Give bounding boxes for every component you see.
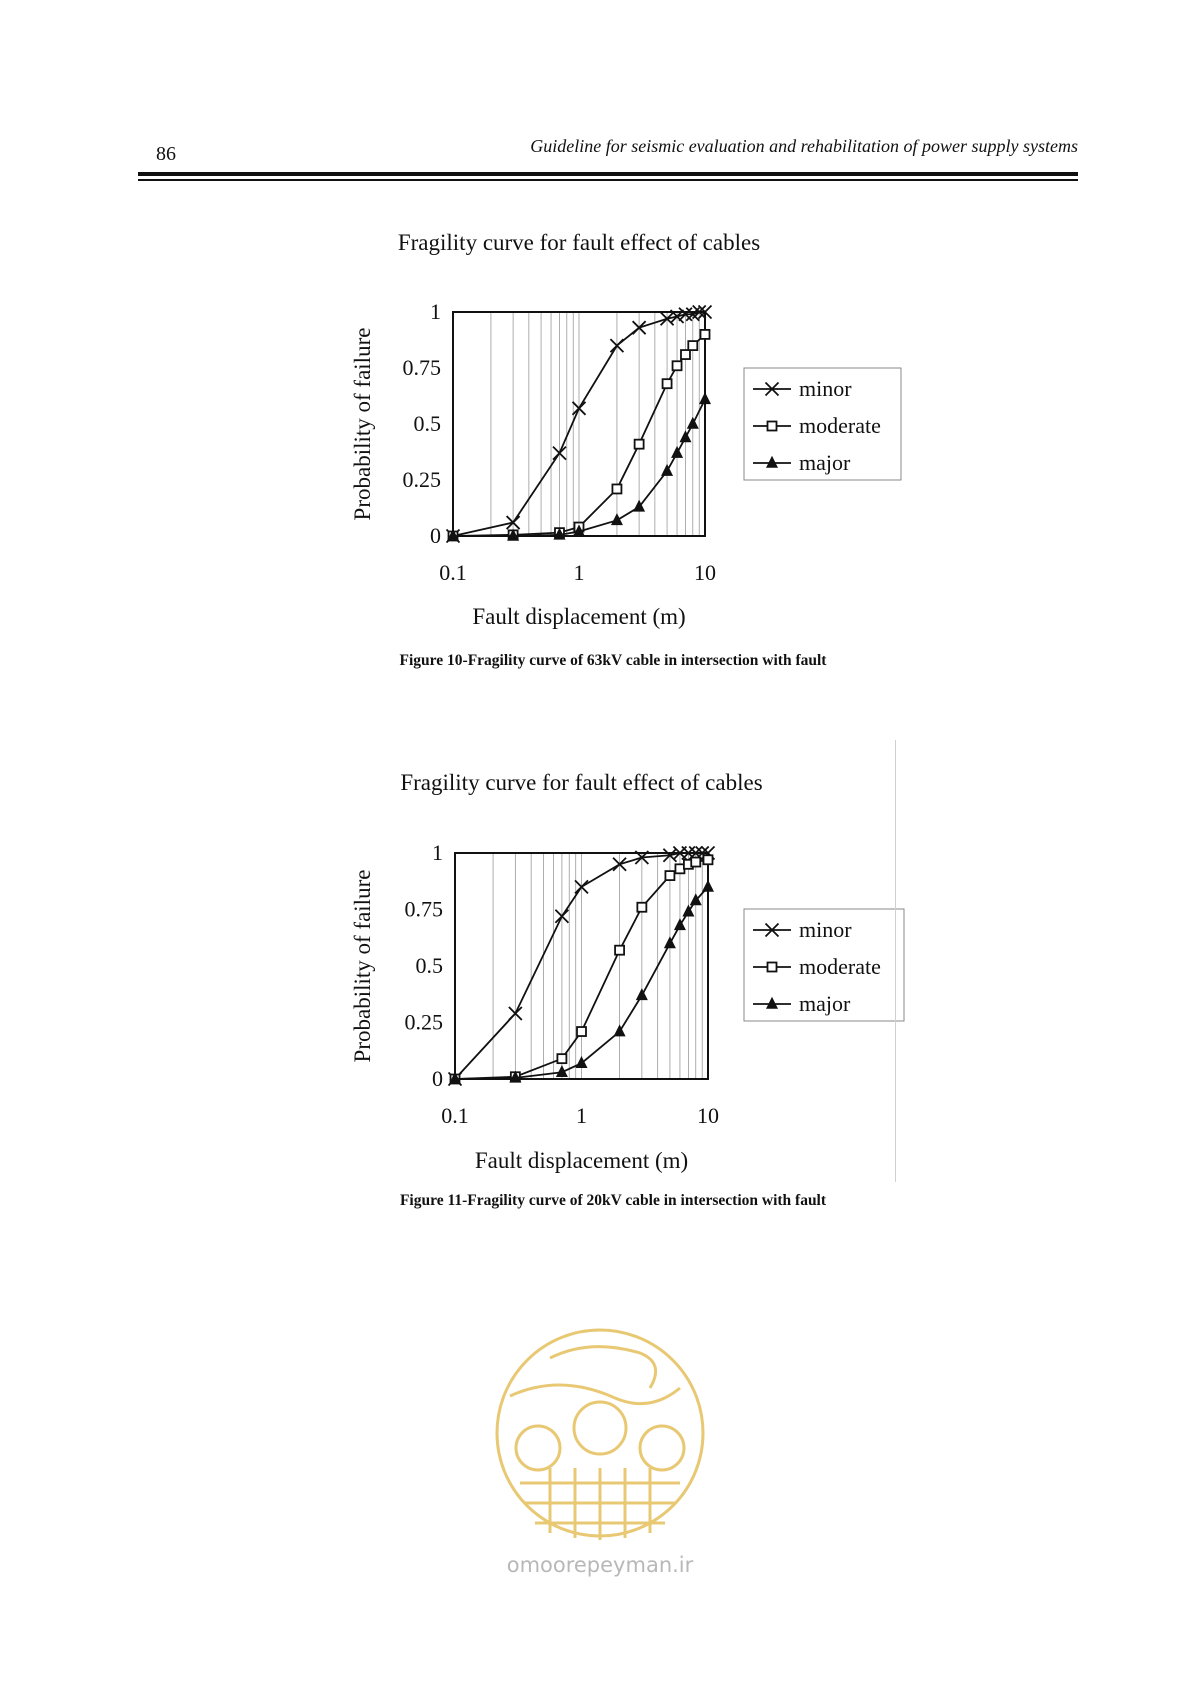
- y-tick-label: 0.75: [404, 896, 443, 922]
- y-tick-label: 0: [432, 1066, 443, 1091]
- data-point-moderate: [681, 350, 690, 359]
- legend-label-moderate: moderate: [799, 954, 881, 979]
- data-point-moderate: [688, 341, 697, 350]
- data-point-major: [687, 417, 699, 429]
- legend-label-moderate: moderate: [799, 413, 881, 438]
- y-axis-label: Probability of failure: [350, 327, 375, 521]
- chart-gridlines: [491, 312, 699, 536]
- legend-marker-moderate: [768, 422, 777, 431]
- y-tick-label: 0.5: [413, 411, 441, 436]
- header-rule-thick: [138, 172, 1078, 176]
- legend-label-major: major: [799, 991, 851, 1016]
- y-tick-label: 0.25: [402, 467, 441, 492]
- data-point-major: [671, 446, 683, 458]
- data-point-major: [661, 464, 673, 476]
- page-number: 86: [156, 143, 176, 165]
- y-tick-label: 1: [430, 299, 441, 324]
- y-tick-label: 0.25: [404, 1009, 443, 1035]
- y-tick-label: 0: [430, 523, 441, 548]
- x-tick-label: 1: [576, 1103, 587, 1128]
- y-tick-label: 0.75: [402, 355, 441, 380]
- x-tick-label: 10: [697, 1103, 719, 1128]
- x-tick-label: 0.1: [441, 1103, 469, 1128]
- chart-legend: [744, 368, 901, 480]
- y-tick-label: 1: [432, 840, 443, 865]
- legend-label-major: major: [799, 450, 851, 475]
- data-point-moderate: [673, 361, 682, 370]
- x-tick-label: 10: [694, 560, 716, 585]
- figure-10-caption: Figure 10-Fragility curve of 63kV cable in intersection with fault: [399, 652, 827, 669]
- chart-title: Fragility curve for fault effect of cables: [397, 230, 761, 255]
- data-point-major: [699, 392, 711, 404]
- watermark-text: omoorepeyman.ir: [506, 1553, 694, 1577]
- legend-label-minor: minor: [799, 917, 852, 942]
- header-rule-thin: [138, 179, 1078, 181]
- data-point-moderate: [637, 903, 646, 912]
- figure-side-rule: [895, 740, 896, 1182]
- x-tick-label: 0.1: [439, 560, 467, 585]
- figure-11-caption: Figure 11-Fragility curve of 20kV cable in intersection with fault: [399, 1192, 827, 1209]
- data-point-major: [611, 513, 623, 525]
- data-point-moderate: [635, 440, 644, 449]
- y-tick-label: 0.5: [415, 953, 443, 978]
- data-point-major: [702, 880, 714, 892]
- chart-legend: [744, 909, 904, 1021]
- data-point-moderate: [665, 871, 674, 880]
- data-point-major: [576, 1056, 588, 1068]
- data-point-moderate: [701, 330, 710, 339]
- data-point-major: [679, 430, 691, 442]
- fragility-chart-63kv: [0, 210, 1191, 630]
- legend-marker-moderate: [768, 963, 777, 972]
- data-point-moderate: [577, 1027, 586, 1036]
- fragility-chart-20kv: [0, 740, 1191, 1190]
- legend-label-minor: minor: [799, 376, 852, 401]
- data-point-moderate: [615, 946, 624, 955]
- chart-title: Fragility curve for fault effect of cables: [400, 770, 763, 795]
- data-point-moderate: [704, 855, 713, 864]
- data-point-moderate: [691, 858, 700, 867]
- x-axis-label: Fault displacement (m): [472, 604, 686, 629]
- chart-gridlines: [493, 853, 702, 1079]
- data-point-major: [664, 936, 676, 948]
- data-point-moderate: [612, 484, 621, 493]
- data-point-moderate: [557, 1054, 566, 1063]
- x-axis-label: Fault displacement (m): [474, 1148, 689, 1173]
- y-axis-label: Probability of failure: [350, 869, 375, 1063]
- data-point-major: [636, 988, 648, 1000]
- watermark-seal: [490, 1318, 710, 1598]
- running-title: Guideline for seismic evaluation and rehabilitation of power supply systems: [530, 136, 1078, 156]
- x-tick-label: 1: [573, 560, 585, 585]
- data-point-moderate: [663, 379, 672, 388]
